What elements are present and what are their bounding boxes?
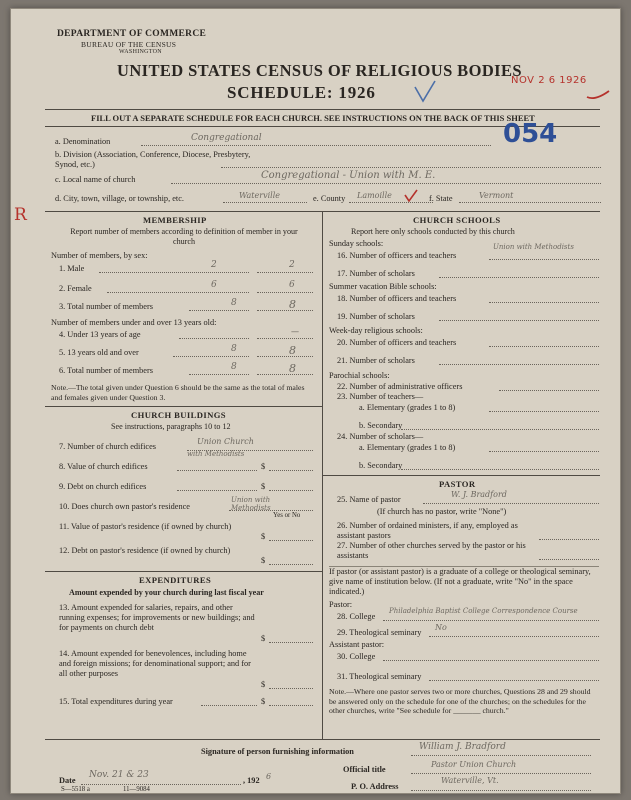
q29-label: 29. Theological seminary	[337, 628, 422, 637]
q24a-line	[489, 451, 599, 452]
q8-dollar: $	[261, 462, 266, 471]
official-title-value: Pastor Union Church	[431, 760, 517, 769]
q6-label: 6. Total number of members	[59, 366, 153, 375]
yes-no-hint: Yes or No	[273, 512, 301, 519]
q5-line	[173, 356, 249, 357]
q2-value-a: 6	[211, 280, 217, 290]
q5-label: 5. 13 years old and over	[59, 348, 139, 357]
q13-dollar: $	[261, 634, 266, 643]
q24-label: 24. Number of scholars—	[337, 432, 424, 441]
signature-label: Signature of person furnishing information	[201, 747, 354, 756]
q8-line	[177, 470, 257, 471]
q16-label: 16. Number of officers and teachers	[337, 251, 457, 260]
q2-value-b: 6	[289, 280, 295, 290]
city-label-field: d. City, town, village, or township, etc.	[55, 194, 184, 203]
q13-line	[269, 642, 313, 643]
q31-label: 31. Theological seminary	[337, 672, 422, 681]
schedule-title: SCHEDULE: 1926	[227, 83, 376, 102]
membership-heading: MEMBERSHIP	[143, 215, 207, 225]
q2-line	[107, 292, 249, 293]
q29-value: No	[435, 623, 447, 632]
q14-label: 14. Amount expended for benevolences, including home and foreign missions; for denominational support; and for all other purposes	[59, 649, 251, 678]
q25-line	[423, 503, 599, 504]
q4-line-b	[257, 338, 313, 339]
pastor-sublabel: Pastor:	[329, 600, 353, 609]
state-line	[459, 202, 601, 203]
q14-dollar: $	[261, 680, 266, 689]
date-label: Date	[59, 776, 76, 785]
q15-line	[201, 705, 257, 706]
po-address-line	[411, 790, 591, 791]
denomination-line	[141, 145, 491, 146]
local-name-label: c. Local name of church	[55, 175, 136, 184]
q18-label: 18. Number of officers and teachers	[337, 294, 457, 303]
city-value: Waterville	[239, 191, 280, 200]
buildings-heading: CHURCH BUILDINGS	[131, 410, 226, 420]
q2-label: 2. Female	[59, 284, 92, 293]
denomination-value: Congregational	[191, 133, 262, 143]
q28-value: Philadelphia Baptist College Correspondence Course	[389, 607, 578, 615]
q17-label: 17. Number of scholars	[337, 269, 415, 278]
division-line	[221, 167, 601, 168]
red-check-icon	[403, 189, 419, 203]
members-by-sex-label: Number of members, by sex:	[51, 251, 148, 260]
pastor-note: Note.—Where one pastor serves two or more churches, Questions 28 and 29 should be answered only on the schedule for one of the churches; on the schedules for the other churches, write "See schedule for _______ church."	[329, 687, 591, 715]
red-tick-icon	[585, 87, 611, 103]
county-value: Lamoille	[357, 191, 392, 200]
q4-label: 4. Under 13 years of age	[59, 330, 141, 339]
q3-value-a: 8	[231, 298, 237, 308]
q15-dollar: $	[261, 697, 266, 706]
q8-line-b	[269, 470, 313, 471]
q17-line	[439, 277, 599, 278]
q25-note: (If church has no pastor, write "None")	[377, 507, 507, 516]
q24b-label: b. Secondary	[359, 461, 403, 470]
bureau-label: BUREAU OF THE CENSUS	[81, 40, 177, 49]
q3-value-b: 8	[289, 298, 296, 311]
q12-line	[269, 564, 313, 565]
local-name-value: Congregational - Union with M. E.	[261, 170, 436, 181]
signature-line	[411, 755, 591, 756]
q6-line	[189, 374, 249, 375]
q27-label: 27. Number of other churches served by the pastor or his assistants	[337, 541, 526, 560]
q4-value: —	[291, 327, 299, 336]
q22-label: 22. Number of administrative officers	[337, 382, 463, 391]
membership-note: Note.—The total given under Question 6 should be the same as the total of males and females given under Question 3.	[51, 383, 305, 402]
q24b-line	[401, 469, 599, 470]
po-address-label: P. O. Address	[351, 782, 399, 791]
received-date-stamp: NOV 2 6 1926	[511, 75, 587, 86]
pastor-heading: PASTOR	[439, 479, 476, 489]
q14-line	[269, 688, 313, 689]
county-label: e. County	[313, 194, 346, 203]
q7-label: 7. Number of church edifices	[59, 442, 156, 451]
q2-line-b	[257, 292, 313, 293]
expenditures-subheading: Amount expended by your church during last fiscal year	[69, 588, 264, 597]
q11-label: 11. Value of pastor's residence (if owned by church)	[59, 522, 232, 531]
q5-line-b	[257, 356, 313, 357]
signature-value: William J. Bradford	[419, 742, 506, 752]
buildings-bottom-rule	[45, 571, 322, 572]
age-intro-label: Number of members under and over 13 years old:	[51, 318, 217, 327]
q1-line-b	[257, 272, 313, 273]
q9-label: 9. Debt on church edifices	[59, 482, 147, 491]
q6-value-b: 8	[289, 362, 296, 375]
q25-label: 25. Name of pastor	[337, 495, 401, 504]
q12-label: 12. Debt on pastor's residence (if owned by church)	[59, 546, 231, 555]
instruction-line: FILL OUT A SEPARATE SCHEDULE FOR EACH CHURCH. SEE INSTRUCTIONS ON THE BACK OF THIS SHEET	[91, 113, 535, 123]
q6-value-a: 8	[231, 362, 237, 372]
q15-line-b	[269, 705, 313, 706]
q9-line	[177, 490, 257, 491]
check-mark-icon	[411, 79, 441, 107]
official-title-label: Official title	[343, 765, 386, 774]
q12-dollar: $	[261, 556, 266, 565]
q8-label: 8. Value of church edifices	[59, 462, 148, 471]
county-line	[349, 202, 433, 203]
form-title: UNITED STATES CENSUS OF RELIGIOUS BODIES	[117, 61, 522, 80]
po-address-value: Waterville, Vt.	[441, 776, 499, 785]
q28-label: 28. College	[337, 612, 376, 621]
q26-line	[539, 539, 599, 540]
q5-value-a: 8	[231, 344, 237, 354]
date-value: Nov. 21 & 23	[89, 770, 149, 780]
denomination-label: a. Denomination	[55, 137, 111, 146]
q4-line	[179, 338, 249, 339]
department-label: DEPARTMENT OF COMMERCE	[57, 29, 207, 39]
q23b-label: b. Secondary	[359, 421, 403, 430]
date-line	[81, 784, 241, 785]
q20-label: 20. Number of officers and teachers	[337, 338, 457, 347]
section-bottom-rule	[45, 739, 600, 740]
print-number: 11—9084	[123, 786, 150, 793]
q1-value-b: 2	[289, 260, 295, 270]
q19-label: 19. Number of scholars	[337, 312, 415, 321]
q30-line	[383, 660, 599, 661]
expenditures-heading: EXPENDITURES	[139, 575, 212, 585]
q27-line	[539, 559, 599, 560]
q30-label: 30. College	[337, 652, 376, 661]
summer-schools-label: Summer vacation Bible schools:	[329, 282, 437, 291]
membership-bottom-rule	[45, 406, 322, 407]
q23-label: 23. Number of teachers—	[337, 392, 424, 401]
q29-line	[429, 636, 599, 637]
schools-heading: CHURCH SCHOOLS	[413, 215, 501, 225]
local-name-line	[171, 183, 601, 184]
q10-value: Union with Methodists	[231, 496, 271, 512]
q23a-label: a. Elementary (grades 1 to 8)	[359, 403, 456, 412]
q19-line	[439, 320, 599, 321]
form-number: S—5518 a	[61, 786, 90, 793]
q31-line	[429, 680, 599, 681]
q16-line	[489, 259, 599, 260]
q21-line	[439, 364, 599, 365]
city-line	[223, 202, 307, 203]
q3-line	[189, 310, 249, 311]
q11-dollar: $	[261, 532, 266, 541]
parochial-schools-label: Parochial schools:	[329, 371, 390, 380]
q13-label: 13. Amount expended for salaries, repairs, and other running expenses; for improvements or new buildings; and for payments on church debt	[59, 603, 255, 632]
q23a-line	[489, 411, 599, 412]
q28-line	[383, 620, 599, 621]
division-label: b. Division (Association, Conference, Diocese, Presbytery, Synod, etc.)	[55, 150, 251, 169]
q3-label: 3. Total number of members	[59, 302, 153, 311]
assistant-sublabel: Assistant pastor:	[329, 640, 385, 649]
q24a-label: a. Elementary (grades 1 to 8)	[359, 443, 456, 452]
q8-value: with Methodists	[187, 450, 245, 458]
sunday-schools-label: Sunday schools:	[329, 239, 384, 248]
schedule-number: 054	[503, 119, 558, 149]
q1-value-a: 2	[211, 260, 217, 270]
q23b-line	[401, 429, 599, 430]
date-year-prefix: , 192	[243, 776, 260, 785]
date-year-digit: 6	[266, 772, 272, 781]
state-label: f. State	[429, 194, 453, 203]
q21-label: 21. Number of scholars	[337, 356, 415, 365]
q9-line-b	[269, 490, 313, 491]
q25-value: W. J. Bradford	[451, 490, 507, 499]
official-title-line	[411, 773, 591, 774]
q11-line	[269, 540, 313, 541]
q15-label: 15. Total expenditures during year	[59, 697, 173, 706]
margin-red-mark: R	[14, 205, 27, 225]
q18-line	[489, 302, 599, 303]
header-divider	[45, 109, 600, 110]
q20-line	[489, 346, 599, 347]
q1-label: 1. Male	[59, 264, 85, 273]
weekday-schools-label: Week-day religious schools:	[329, 326, 423, 335]
q3-line-b	[257, 310, 313, 311]
q7-value: Union Church	[197, 437, 254, 446]
census-schedule-sheet	[10, 8, 621, 794]
schools-subheading: Report here only schools conducted by this church	[351, 227, 515, 236]
q1-line	[99, 272, 249, 273]
q22-line	[499, 390, 599, 391]
q10-label: 10. Does church own pastor's residence	[59, 502, 190, 511]
buildings-subheading: See instructions, paragraphs 10 to 12	[111, 422, 231, 431]
graduate-note: If pastor (or assistant pastor) is a graduate of a college or theological seminary, give name of institution below. (If not a graduate, write "No" in the space indicated.)	[329, 567, 591, 596]
q26-label: 26. Number of ordained ministers, if any, employed as assistant pastors	[337, 521, 518, 540]
q6-line-b	[257, 374, 313, 375]
q9-dollar: $	[261, 482, 266, 491]
city-label: WASHINGTON	[119, 49, 162, 55]
state-value: Vermont	[479, 191, 514, 200]
q16-value: Union with Methodists	[493, 243, 574, 251]
schools-bottom-rule	[322, 475, 600, 476]
membership-intro: Report number of members according to definition of member in your church	[70, 227, 298, 246]
q5-value-b: 8	[289, 344, 296, 357]
